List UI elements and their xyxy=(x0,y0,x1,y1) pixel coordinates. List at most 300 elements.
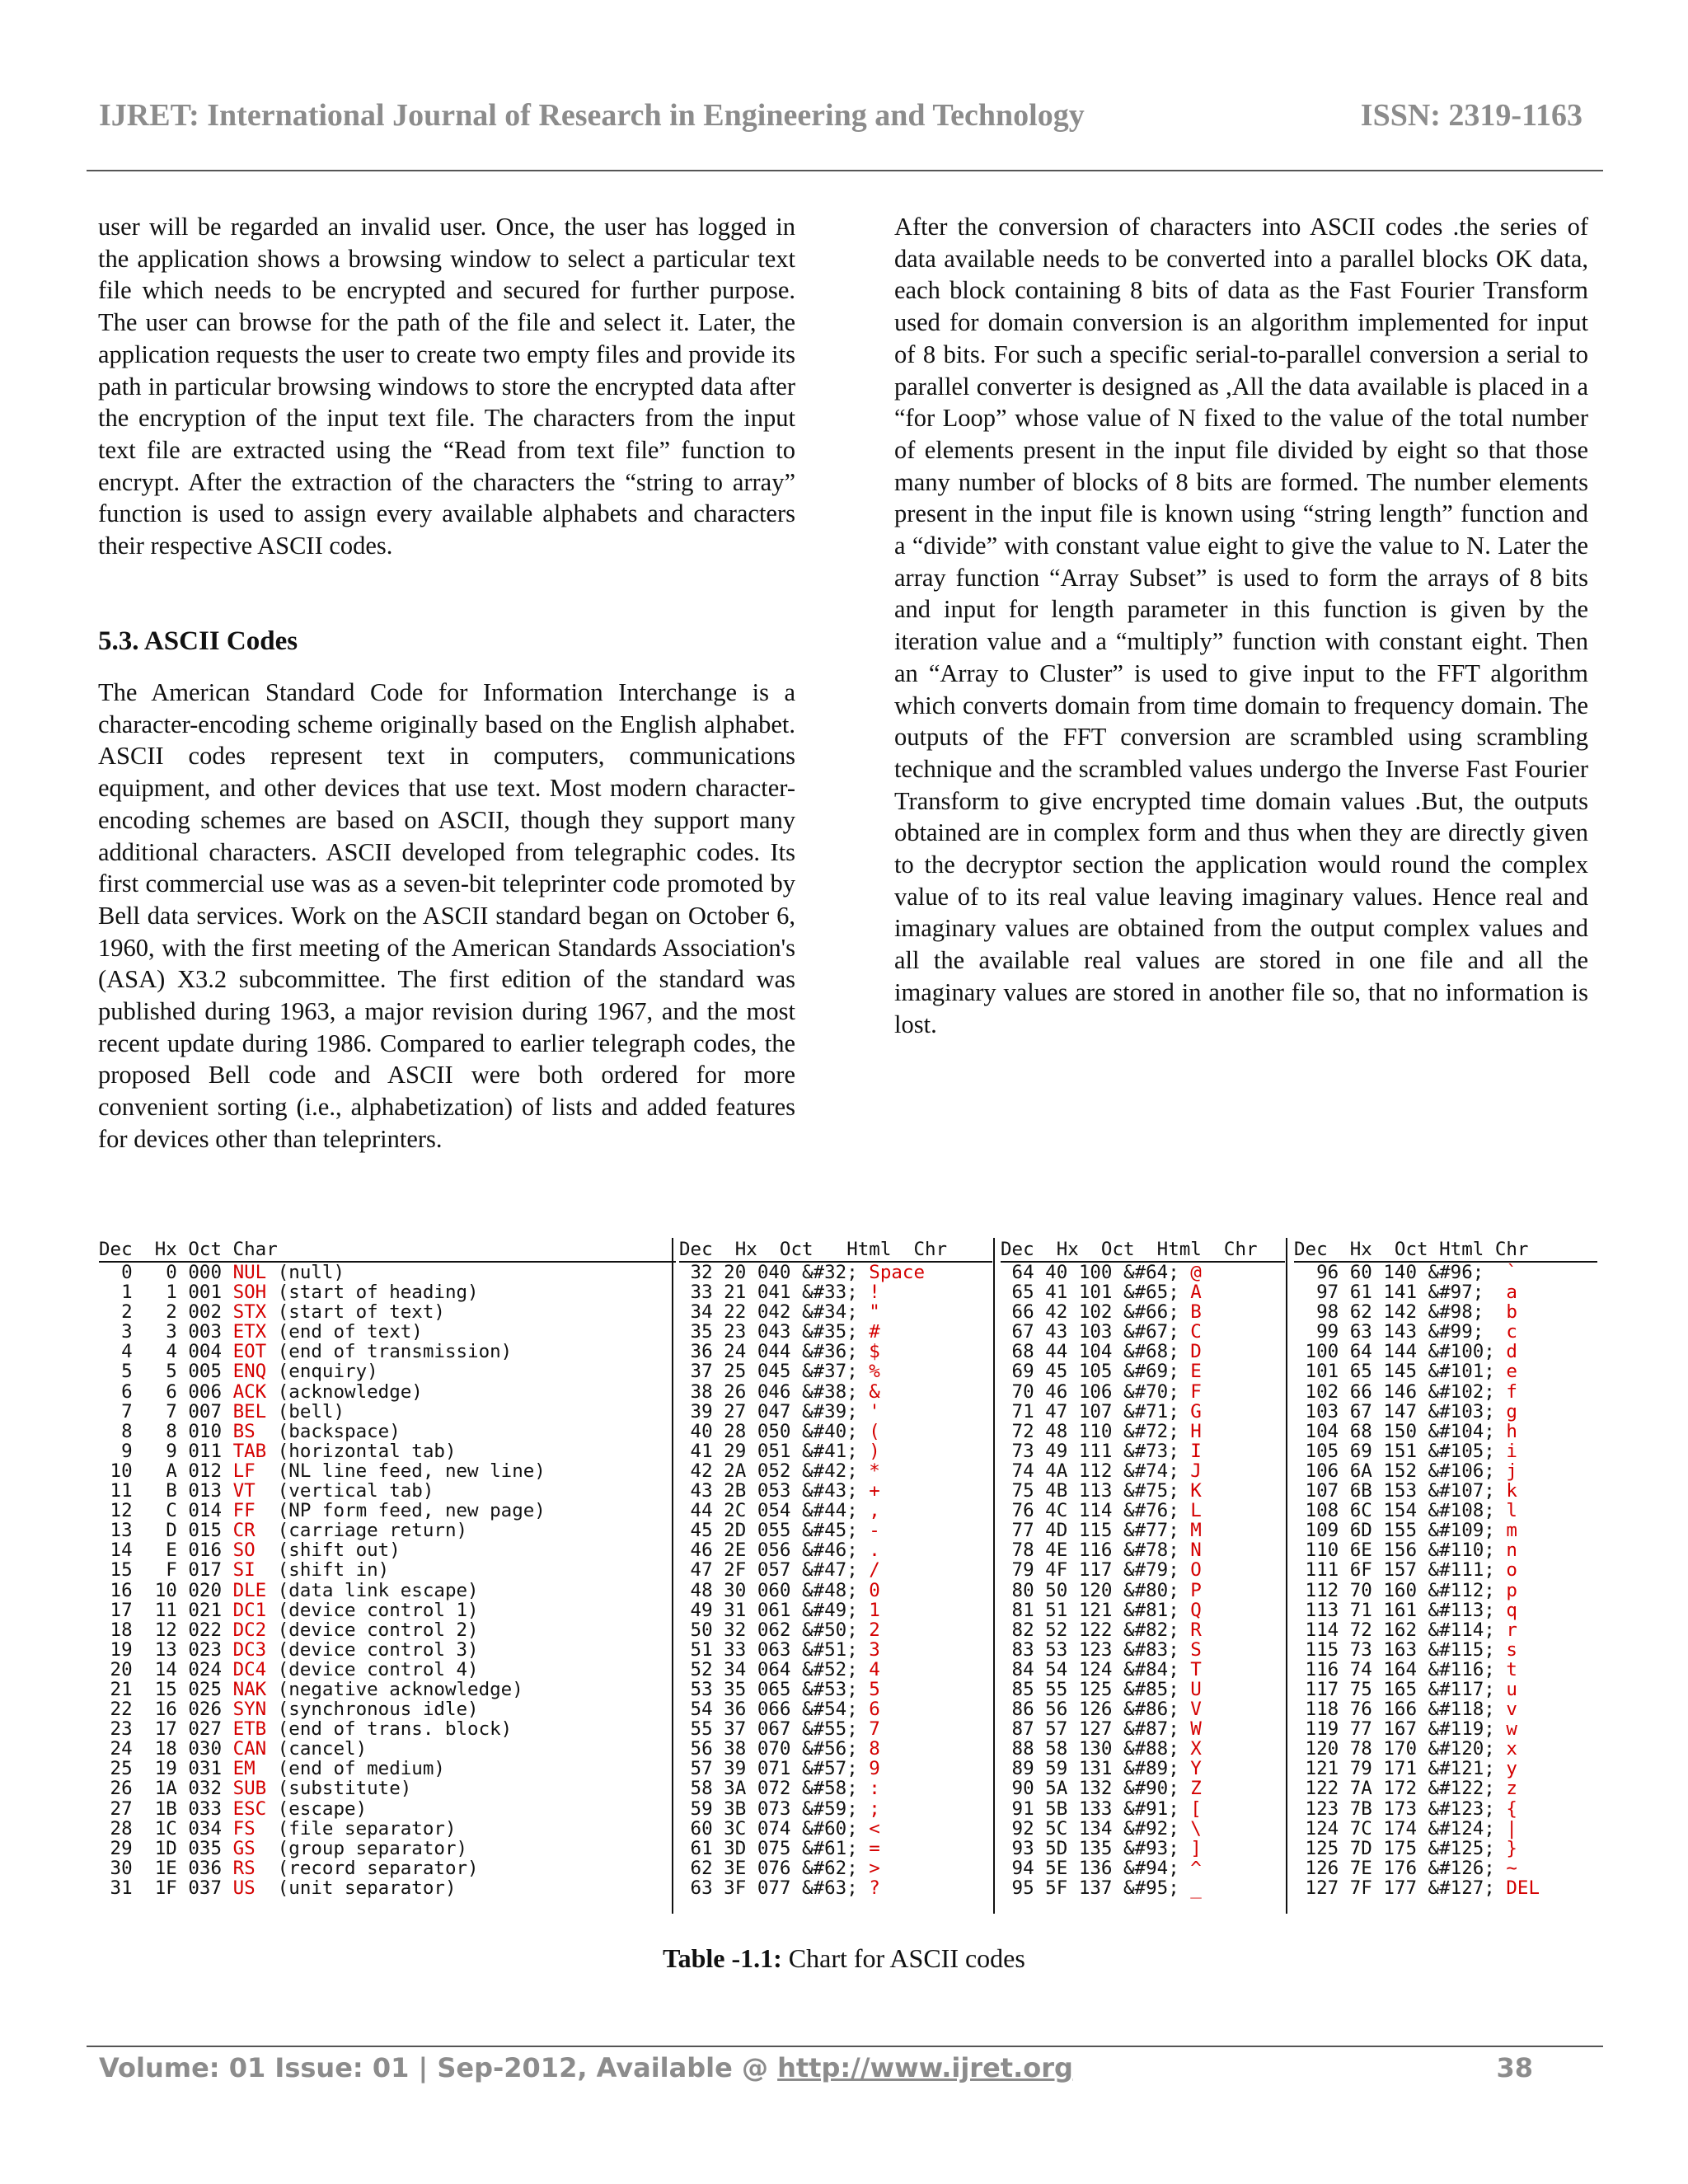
table-cell-char: : xyxy=(869,1778,880,1800)
table-row xyxy=(1294,1361,1597,1381)
table-row xyxy=(1001,1601,1285,1620)
table-cell-code: 104 68 150 &#104; xyxy=(1294,1420,1507,1442)
table-cell-code: 102 66 146 &#102; xyxy=(1294,1380,1507,1403)
table-row xyxy=(679,1878,992,1898)
table-cell-code: 74 4A 112 &#74; xyxy=(1001,1460,1191,1482)
table-cell-char: " xyxy=(869,1301,880,1324)
table-cell-char: 5 xyxy=(869,1678,880,1700)
table-cell-code: 106 6A 152 &#106; xyxy=(1294,1460,1507,1482)
table-cell-char: BEL xyxy=(232,1400,267,1422)
table-cell-char: l xyxy=(1506,1500,1517,1522)
table-cell-char: + xyxy=(869,1480,880,1502)
table-row xyxy=(1294,1739,1597,1759)
table-cell-char: NUL xyxy=(232,1262,267,1283)
table-cell-code: 103 67 147 &#103; xyxy=(1294,1400,1507,1422)
table-cell-char: v xyxy=(1506,1699,1517,1721)
table-cell-char: ETB xyxy=(232,1718,267,1741)
table-row xyxy=(99,1819,676,1839)
table-cell-char: VT xyxy=(232,1480,267,1502)
table-cell-code: 57 39 071 &#57; xyxy=(679,1758,870,1780)
table-row xyxy=(1001,1699,1285,1719)
journal-link[interactable]: http://www.ijret.org xyxy=(777,2052,1073,2083)
table-cell-char: - xyxy=(869,1520,880,1542)
table-cell-desc: (device control 3) xyxy=(266,1638,479,1661)
table-cell-code: 42 2A 052 &#42; xyxy=(679,1460,870,1482)
table-cell-code: 99 63 143 &#99; xyxy=(1294,1321,1507,1343)
table-cell-char: EM xyxy=(232,1758,267,1780)
table-cell-char: , xyxy=(869,1500,880,1522)
table-cell-code: 108 6C 154 &#108; xyxy=(1294,1500,1507,1522)
column-divider xyxy=(1286,1238,1287,1914)
table-row xyxy=(99,1660,676,1680)
table-cell-desc: (enquiry) xyxy=(266,1361,378,1383)
table-cell-char: A xyxy=(1190,1282,1202,1304)
table-cell-char: r xyxy=(1506,1619,1517,1641)
table-cell-code: 114 72 162 &#114; xyxy=(1294,1619,1507,1641)
table-cell-char: ENQ xyxy=(232,1361,267,1383)
table-cell-code: 92 5C 134 &#92; xyxy=(1001,1817,1191,1840)
table-cell-desc: (acknowledge) xyxy=(266,1380,423,1403)
table-row xyxy=(679,1699,992,1719)
table-cell-char: % xyxy=(869,1361,880,1383)
table-row xyxy=(1001,1461,1285,1481)
table-row xyxy=(1294,1481,1597,1501)
table-cell-char: TAB xyxy=(232,1440,267,1462)
table-row xyxy=(1001,1799,1285,1819)
table-cell-char: G xyxy=(1190,1400,1202,1422)
table-row xyxy=(1001,1680,1285,1699)
table-cell-char: X xyxy=(1190,1738,1202,1760)
table-cell-code: 105 69 151 &#105; xyxy=(1294,1440,1507,1462)
table-cell-char: CR xyxy=(232,1520,267,1542)
ascii-table xyxy=(92,1238,1597,1914)
table-row xyxy=(1001,1858,1285,1878)
table-cell-code: 47 2F 057 &#47; xyxy=(679,1559,870,1582)
table-row xyxy=(1294,1521,1597,1540)
table-cell-code: 80 50 120 &#80; xyxy=(1001,1579,1191,1601)
table-cell-char: P xyxy=(1190,1579,1202,1601)
table-cell-code: 110 6E 156 &#110; xyxy=(1294,1540,1507,1562)
table-cell-desc: (record separator) xyxy=(266,1857,479,1879)
table-cell-char: B xyxy=(1190,1301,1202,1324)
table-cell-code: 87 57 127 &#87; xyxy=(1001,1718,1191,1741)
page-number: 38 xyxy=(1496,2052,1533,2083)
table-cell-code: 5 5 005 xyxy=(99,1361,233,1383)
table-row xyxy=(99,1680,676,1699)
table-cell-char: FF xyxy=(232,1500,267,1522)
table-cell-char: d xyxy=(1506,1341,1517,1363)
table-row xyxy=(99,1581,676,1601)
table-cell-code: 11 B 013 xyxy=(99,1480,233,1502)
table-row xyxy=(679,1361,992,1381)
table-cell-code: 79 4F 117 &#79; xyxy=(1001,1559,1191,1582)
table-cell-char: ; xyxy=(869,1797,880,1820)
table-cell-char: R xyxy=(1190,1619,1202,1641)
table-cell-code: 96 60 140 &#96; xyxy=(1294,1262,1507,1283)
table-row xyxy=(679,1819,992,1839)
table-row xyxy=(1294,1581,1597,1601)
table-cell-code: 28 1C 034 xyxy=(99,1817,233,1840)
table-row xyxy=(99,1441,676,1461)
table-row xyxy=(679,1422,992,1441)
table-row xyxy=(679,1839,992,1858)
journal-title: IJRET: International Journal of Research in Engineering and Technology xyxy=(99,98,1085,133)
table-cell-desc: (end of text) xyxy=(266,1321,423,1343)
table-cell-desc: (device control 2) xyxy=(266,1619,479,1641)
table-cell-code: 70 46 106 &#70; xyxy=(1001,1380,1191,1403)
table-cell-char: 9 xyxy=(869,1758,880,1780)
table-cell-char: Q xyxy=(1190,1599,1202,1621)
right-column xyxy=(894,211,1588,1040)
table-cell-desc: (start of heading) xyxy=(266,1282,479,1304)
table-cell-desc: (NP form feed, new page) xyxy=(266,1500,546,1522)
table-cell-char: z xyxy=(1506,1778,1517,1800)
table-cell-char: DC1 xyxy=(232,1599,267,1621)
table-cell-code: 20 14 024 xyxy=(99,1658,233,1680)
header-divider xyxy=(87,170,1603,171)
table-row xyxy=(1294,1282,1597,1302)
table-cell-code: 55 37 067 &#55; xyxy=(679,1718,870,1741)
table-cell-desc: (shift out) xyxy=(266,1540,401,1562)
table-cell-code: 2 2 002 xyxy=(99,1301,233,1324)
table-cell-code: 34 22 042 &#34; xyxy=(679,1301,870,1324)
table-cell-code: 12 C 014 xyxy=(99,1500,233,1522)
table-cell-code: 69 45 105 &#69; xyxy=(1001,1361,1191,1383)
table-row xyxy=(1001,1402,1285,1422)
table-cell-char: ! xyxy=(869,1282,880,1304)
table-row xyxy=(1001,1481,1285,1501)
table-cell-code: 81 51 121 &#81; xyxy=(1001,1599,1191,1621)
footer-divider xyxy=(87,2046,1603,2047)
table-row xyxy=(679,1282,992,1302)
table-row xyxy=(1001,1441,1285,1461)
table-row xyxy=(1001,1719,1285,1739)
table-cell-char: f xyxy=(1506,1380,1517,1403)
table-cell-code: 63 3F 077 &#63; xyxy=(679,1877,870,1899)
table-cell-code: 9 9 011 xyxy=(99,1440,233,1462)
table-row xyxy=(1001,1560,1285,1580)
table-cell-code: 73 49 111 &#73; xyxy=(1001,1440,1191,1462)
table-cell-code: 7 7 007 xyxy=(99,1400,233,1422)
table-cell-code: 83 53 123 &#83; xyxy=(1001,1638,1191,1661)
table-cell-code: 43 2B 053 &#43; xyxy=(679,1480,870,1502)
table-cell-char: I xyxy=(1190,1440,1202,1462)
table-cell-char: . xyxy=(869,1540,880,1562)
table-cell-char: k xyxy=(1506,1480,1517,1502)
table-row xyxy=(99,1521,676,1540)
table-cell-code: 18 12 022 xyxy=(99,1619,233,1641)
table-cell-char: ACK xyxy=(232,1380,267,1403)
table-cell-char: FS xyxy=(232,1817,267,1840)
table-row xyxy=(679,1342,992,1361)
table-cell-char: \ xyxy=(1190,1817,1202,1840)
table-row xyxy=(99,1719,676,1739)
table-cell-char: ` xyxy=(1506,1262,1517,1283)
table-cell-code: 49 31 061 &#49; xyxy=(679,1599,870,1621)
table-cell-char: a xyxy=(1506,1282,1517,1304)
table-row xyxy=(99,1739,676,1759)
table-cell-code: 64 40 100 &#64; xyxy=(1001,1262,1191,1283)
table-cell-char: e xyxy=(1506,1361,1517,1383)
table-row xyxy=(1294,1719,1597,1739)
table-cell-char: LF xyxy=(232,1460,267,1482)
table-cell-code: 97 61 141 &#97; xyxy=(1294,1282,1507,1304)
table-cell-code: 127 7F 177 &#127; xyxy=(1294,1877,1507,1899)
table-cell-char: / xyxy=(869,1559,880,1582)
table-row xyxy=(1294,1799,1597,1819)
table-cell-char: O xyxy=(1190,1559,1202,1582)
table-cell-char: 4 xyxy=(869,1658,880,1680)
table-row xyxy=(679,1779,992,1798)
table-row xyxy=(1294,1839,1597,1858)
table-cell-char: > xyxy=(869,1857,880,1879)
table-row xyxy=(1294,1382,1597,1402)
table-cell-char: } xyxy=(1506,1837,1517,1859)
table-cell-char: x xyxy=(1506,1738,1517,1760)
table-row xyxy=(1294,1560,1597,1580)
table-row xyxy=(1294,1402,1597,1422)
table-cell-code: 111 6F 157 &#111; xyxy=(1294,1559,1507,1582)
table-row xyxy=(679,1521,992,1540)
table-cell-desc: (bell) xyxy=(266,1400,345,1422)
table-row xyxy=(99,1620,676,1640)
table-cell-code: 38 26 046 &#38; xyxy=(679,1380,870,1403)
table-row xyxy=(1001,1759,1285,1779)
table-cell-desc: (end of transmission) xyxy=(266,1341,513,1363)
table-cell-char: 6 xyxy=(869,1699,880,1721)
table-cell-desc: (synchronous idle) xyxy=(266,1699,479,1721)
table-cell-desc: (horizontal tab) xyxy=(266,1440,457,1462)
table-cell-char: h xyxy=(1506,1420,1517,1442)
table-cell-desc: (group separator) xyxy=(266,1837,468,1859)
table-cell-code: 40 28 050 &#40; xyxy=(679,1420,870,1442)
table-row xyxy=(1294,1302,1597,1322)
table-cell-code: 36 24 044 &#36; xyxy=(679,1341,870,1363)
table-cell-code: 62 3E 076 &#62; xyxy=(679,1857,870,1879)
table-cell-char: N xyxy=(1190,1540,1202,1562)
table-cell-char: w xyxy=(1506,1718,1517,1741)
running-header xyxy=(99,97,1582,147)
table-cell-char: 2 xyxy=(869,1619,880,1641)
table-row xyxy=(1294,1461,1597,1481)
table-cell-code: 23 17 027 xyxy=(99,1718,233,1741)
table-cell-desc: (escape) xyxy=(266,1797,368,1820)
table-row xyxy=(1001,1263,1285,1282)
table-cell-code: 32 20 040 &#32; xyxy=(679,1262,870,1283)
table-cell-code: 58 3A 072 &#58; xyxy=(679,1778,870,1800)
left-paragraph-2: The American Standard Code for Information Interchange is a character-encoding scheme originally based on the English alphabet. ASCII codes represent text in computers, communications equipment, and other devices that use text. Most modern character-encoding schemes are based on ASCII, though they support many additional characters. ASCII developed from telegraphic codes. Its first commercial use was as a seven-bit teleprinter code promoted by Bell data services. Work on the ASCII standard began on October 6, 1960, with the first meeting of the American Standards Association's (ASA) X3.2 subcommittee. The first edition of the standard was published during 1963, a major revision during 1967, and the most recent update during 1986. Compared to earlier telegraph codes, the proposed Bell code and ASCII were both ordered for more convenient sorting (i.e., alphabetization) of lists and added features for devices other than teleprinters. xyxy=(98,678,795,1153)
running-footer xyxy=(99,2052,1533,2093)
table-cell-char: C xyxy=(1190,1321,1202,1343)
table-cell-char: NAK xyxy=(232,1678,267,1700)
ascii-table-col-lower xyxy=(1294,1238,1597,1898)
table-row xyxy=(99,1799,676,1819)
table-row xyxy=(99,1422,676,1441)
table-cell-code: 77 4D 115 &#77; xyxy=(1001,1520,1191,1542)
table-row xyxy=(99,1779,676,1798)
table-cell-code: 25 19 031 xyxy=(99,1758,233,1780)
table-cell-char: H xyxy=(1190,1420,1202,1442)
table-cell-code: 95 5F 137 &#95; xyxy=(1001,1877,1191,1899)
table-cell-code: 21 15 025 xyxy=(99,1678,233,1700)
table-row xyxy=(679,1719,992,1739)
table-cell-char: @ xyxy=(1190,1262,1202,1283)
table-cell-desc: (backspace) xyxy=(266,1420,401,1442)
table-row xyxy=(1294,1640,1597,1660)
table-cell-code: 13 D 015 xyxy=(99,1520,233,1542)
table-cell-code: 15 F 017 xyxy=(99,1559,233,1582)
table-row xyxy=(99,1839,676,1858)
table-caption xyxy=(0,1943,1688,1974)
table-row xyxy=(679,1540,992,1560)
table-row xyxy=(1001,1361,1285,1381)
ascii-table-col-punct xyxy=(679,1238,992,1898)
table-cell-code: 86 56 126 &#86; xyxy=(1001,1699,1191,1721)
table-row xyxy=(679,1581,992,1601)
left-paragraph-1: user will be regarded an invalid user. Once, the user has logged in the application shows a browsing window to select a particular text file which needs to be encrypted and secured for further purpose. The user can browse for the path of the file and select it. Later, the application requests the user to create two empty files and provide its path in particular browsing windows to store the encrypted data after the encryption of the input text file. The characters from the input text file are extracted using the “Read from text file” function to encrypt. After the extraction of the characters the “string to array” function is used to assign every available alphabets and characters their respective ASCII codes. xyxy=(98,213,795,560)
caption-text: Chart for ASCII codes xyxy=(781,1943,1025,1973)
table-cell-char: S xyxy=(1190,1638,1202,1661)
table-cell-char: Z xyxy=(1190,1778,1202,1800)
table-cell-code: 14 E 016 xyxy=(99,1540,233,1562)
table-row xyxy=(1294,1878,1597,1898)
table-row xyxy=(679,1620,992,1640)
table-cell-code: 72 48 110 &#72; xyxy=(1001,1420,1191,1442)
footer-volume xyxy=(99,2052,1073,2083)
table-cell-char: c xyxy=(1506,1321,1517,1343)
table-cell-char: D xyxy=(1190,1341,1202,1363)
table-cell-code: 107 6B 153 &#107; xyxy=(1294,1480,1507,1502)
table-row xyxy=(679,1640,992,1660)
table-cell-char: SUB xyxy=(232,1778,267,1800)
table-cell-code: 85 55 125 &#85; xyxy=(1001,1678,1191,1700)
table-row xyxy=(679,1739,992,1759)
table-cell-code: 1 1 001 xyxy=(99,1282,233,1304)
table-cell-code: 26 1A 032 xyxy=(99,1778,233,1800)
table-header: Dec Hx Oct Html Chr xyxy=(1001,1238,1285,1263)
table-cell-code: 10 A 012 xyxy=(99,1460,233,1482)
table-cell-char: 3 xyxy=(869,1638,880,1661)
table-cell-code: 46 2E 056 &#46; xyxy=(679,1540,870,1562)
table-row xyxy=(1001,1382,1285,1402)
table-cell-code: 4 4 004 xyxy=(99,1341,233,1363)
table-cell-code: 93 5D 135 &#93; xyxy=(1001,1837,1191,1859)
table-row xyxy=(1001,1839,1285,1858)
table-cell-code: 117 75 165 &#117; xyxy=(1294,1678,1507,1700)
table-cell-code: 68 44 104 &#68; xyxy=(1001,1341,1191,1363)
table-cell-char: | xyxy=(1506,1817,1517,1840)
table-cell-char: Space xyxy=(869,1262,926,1283)
table-row xyxy=(99,1560,676,1580)
table-row xyxy=(99,1282,676,1302)
table-cell-char: j xyxy=(1506,1460,1517,1482)
table-row xyxy=(99,1342,676,1361)
table-cell-char: DC4 xyxy=(232,1658,267,1680)
table-cell-char: & xyxy=(869,1380,880,1403)
table-cell-char: F xyxy=(1190,1380,1202,1403)
table-header: Dec Hx Oct Char xyxy=(99,1238,676,1263)
table-cell-code: 45 2D 055 &#45; xyxy=(679,1520,870,1542)
table-row xyxy=(679,1461,992,1481)
table-cell-char: _ xyxy=(1190,1877,1202,1899)
table-cell-desc: (NL line feed, new line) xyxy=(266,1460,546,1482)
table-row xyxy=(1001,1322,1285,1342)
table-cell-code: 65 41 101 &#65; xyxy=(1001,1282,1191,1304)
ascii-table-col-control xyxy=(99,1238,676,1898)
table-row xyxy=(99,1501,676,1521)
table-cell-code: 52 34 064 &#52; xyxy=(679,1658,870,1680)
table-row xyxy=(1001,1422,1285,1441)
table-cell-code: 78 4E 116 &#78; xyxy=(1001,1540,1191,1562)
table-row xyxy=(1294,1601,1597,1620)
table-cell-char: 1 xyxy=(869,1599,880,1621)
table-row xyxy=(679,1441,992,1461)
table-row xyxy=(99,1322,676,1342)
table-row xyxy=(99,1540,676,1560)
table-cell-char: SI xyxy=(232,1559,267,1582)
table-cell-code: 33 21 041 &#33; xyxy=(679,1282,870,1304)
table-cell-char: t xyxy=(1506,1658,1517,1680)
table-cell-code: 119 77 167 &#119; xyxy=(1294,1718,1507,1741)
table-row xyxy=(99,1382,676,1402)
table-cell-char: K xyxy=(1190,1480,1202,1502)
table-cell-code: 29 1D 035 xyxy=(99,1837,233,1859)
table-cell-code: 48 30 060 &#48; xyxy=(679,1579,870,1601)
table-cell-code: 109 6D 155 &#109; xyxy=(1294,1520,1507,1542)
table-cell-code: 50 32 062 &#50; xyxy=(679,1619,870,1641)
table-cell-char: ~ xyxy=(1506,1857,1517,1879)
table-row xyxy=(1001,1540,1285,1560)
table-cell-code: 115 73 163 &#115; xyxy=(1294,1638,1507,1661)
table-cell-code: 3 3 003 xyxy=(99,1321,233,1343)
table-row xyxy=(1294,1322,1597,1342)
table-cell-char: * xyxy=(869,1460,880,1482)
table-row xyxy=(1001,1501,1285,1521)
table-row xyxy=(679,1501,992,1521)
table-cell-code: 66 42 102 &#66; xyxy=(1001,1301,1191,1324)
table-cell-code: 100 64 144 &#100; xyxy=(1294,1341,1507,1363)
table-cell-char: ' xyxy=(869,1400,880,1422)
table-cell-char: # xyxy=(869,1321,880,1343)
table-cell-desc: (cancel) xyxy=(266,1738,368,1760)
table-cell-code: 76 4C 114 &#76; xyxy=(1001,1500,1191,1522)
table-cell-char: BS xyxy=(232,1420,267,1442)
table-cell-char: q xyxy=(1506,1599,1517,1621)
table-row xyxy=(1294,1540,1597,1560)
table-cell-code: 27 1B 033 xyxy=(99,1797,233,1820)
table-cell-char: J xyxy=(1190,1460,1202,1482)
table-cell-desc: (shift in) xyxy=(266,1559,390,1582)
table-row xyxy=(679,1481,992,1501)
table-cell-code: 90 5A 132 &#90; xyxy=(1001,1778,1191,1800)
table-header: Dec Hx Oct Html Chr xyxy=(679,1238,992,1263)
table-cell-char: U xyxy=(1190,1678,1202,1700)
table-cell-char: M xyxy=(1190,1520,1202,1542)
table-cell-char: = xyxy=(869,1837,880,1859)
table-cell-char: ? xyxy=(869,1877,880,1899)
column-divider xyxy=(672,1238,673,1914)
table-cell-code: 123 7B 173 &#123; xyxy=(1294,1797,1507,1820)
table-row xyxy=(1001,1282,1285,1302)
table-cell-code: 56 38 070 &#56; xyxy=(679,1738,870,1760)
table-cell-code: 60 3C 074 &#60; xyxy=(679,1817,870,1840)
table-cell-desc: (end of trans. block) xyxy=(266,1718,513,1741)
caption-label: Table -1.1: xyxy=(663,1943,782,1973)
table-cell-code: 113 71 161 &#113; xyxy=(1294,1599,1507,1621)
table-cell-char: L xyxy=(1190,1500,1202,1522)
table-cell-code: 118 76 166 &#118; xyxy=(1294,1699,1507,1721)
table-cell-code: 98 62 142 &#98; xyxy=(1294,1301,1507,1324)
